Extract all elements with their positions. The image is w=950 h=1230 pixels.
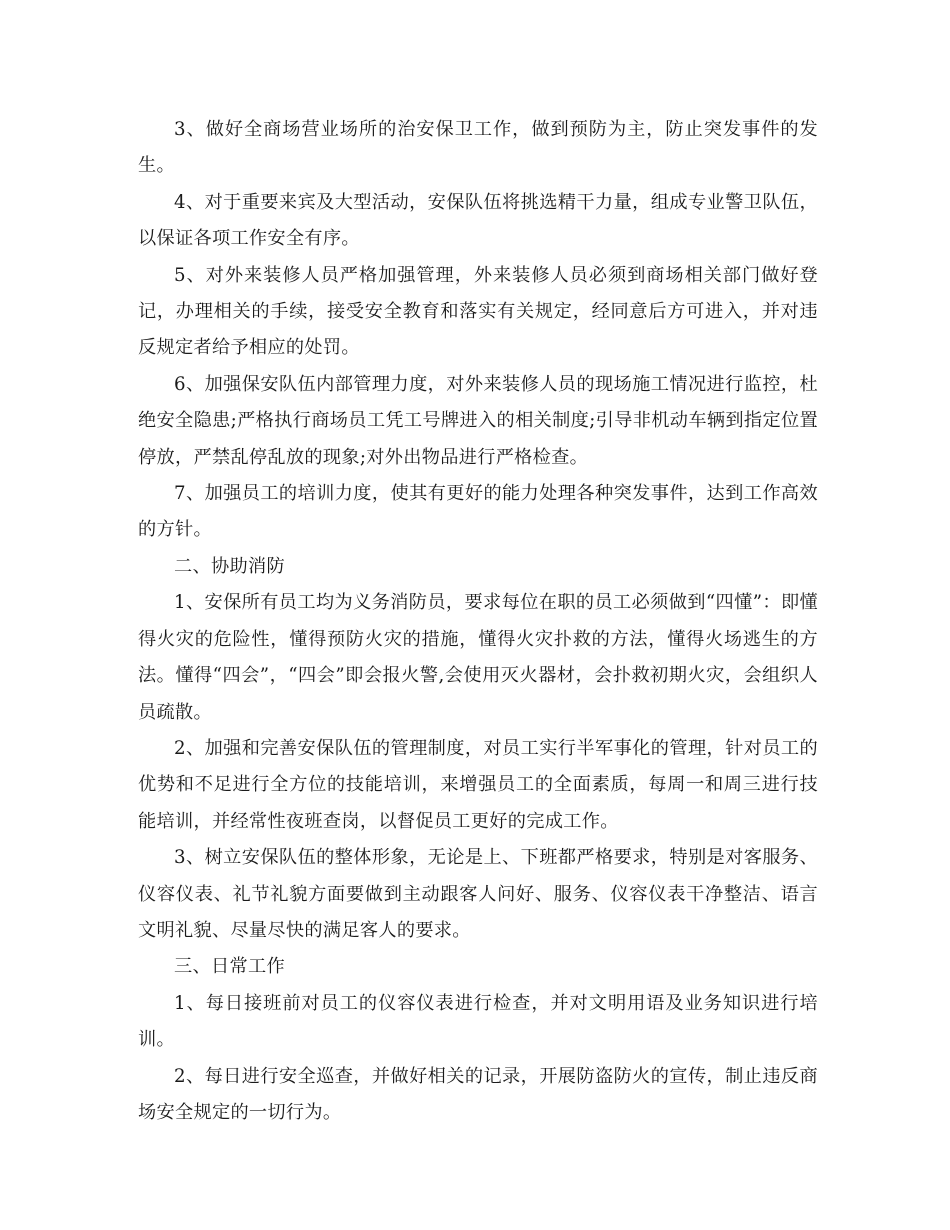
section-heading-daily-work: 三、日常工作 [174, 956, 285, 978]
paragraph-item-6-internal-management: 6、加强保安队伍内部管理力度，对外来装修人员的现场施工情况进行监控，杜绝安全隐患;严格执行商场员工凭工号牌进入的相关制度;引导非机动车辆到指定位置停放，严禁乱停乱放的现象;对外出物品进行严格检查。 [138, 373, 818, 468]
paragraph-fire-item-2: 2、加强和完善安保队伍的管理制度，对员工实行半军事化的管理，针对员工的优势和不足进行全方位的技能培训，来增强员工的全面素质，每周一和周三进行技能培训，并经常性夜班查岗，以督促员工更好的完成工作。 [138, 737, 818, 832]
paragraph-item-3-public-security: 3、做好全商场营业场所的治安保卫工作，做到预防为主，防止突发事件的发生。 [138, 119, 818, 177]
paragraph-item-4-vip-guard: 4、对于重要来宾及大型活动，安保队伍将挑选精干力量，组成专业警卫队伍，以保证各项工作安全有序。 [138, 191, 818, 250]
paragraph-item-7-staff-training: 7、加强员工的培训力度，使其有更好的能力处理各种突发事件，达到工作高效的方针。 [138, 483, 818, 541]
section-heading-fire-assistance: 二、协助消防 [174, 555, 285, 577]
paragraph-daily-item-2: 2、每日进行安全巡查，并做好相关的记录，开展防盗防火的宣传，制止违反商场安全规定的一切行为。 [138, 1065, 818, 1123]
paragraph-daily-item-1: 1、每日接班前对员工的仪容仪表进行检查，并对文明用语及业务知识进行培训。 [138, 992, 818, 1051]
paragraph-fire-item-3: 3、树立安保队伍的整体形象，无论是上、下班都严格要求，特别是对客服务、仪容仪表、礼节礼貌方面要做到主动跟客人问好、服务、仪容仪表干净整洁、语言文明礼貌、尽量尽快的满足客人的要求。 [138, 847, 818, 941]
paragraph-item-5-decorator-management: 5、对外来装修人员严格加强管理，外来装修人员必须到商场相关部门做好登记，办理相关的手续，接受安全教育和落实有关规定，经同意后方可进入，并对违反规定者给予相应的处罚。 [138, 264, 818, 359]
paragraph-fire-item-1: 1、安保所有员工均为义务消防员，要求每位在职的员工必须做到“四懂”：即懂得火灾的危险性，懂得预防火灾的措施，懂得火灾扑救的方法，懂得火场逃生的方法。懂得“四会”，“四会”即会报火警,会使用灭火器材，会扑救初期火灾，会组织人员疏散。 [138, 592, 818, 723]
document-body [138, 112, 818, 1131]
